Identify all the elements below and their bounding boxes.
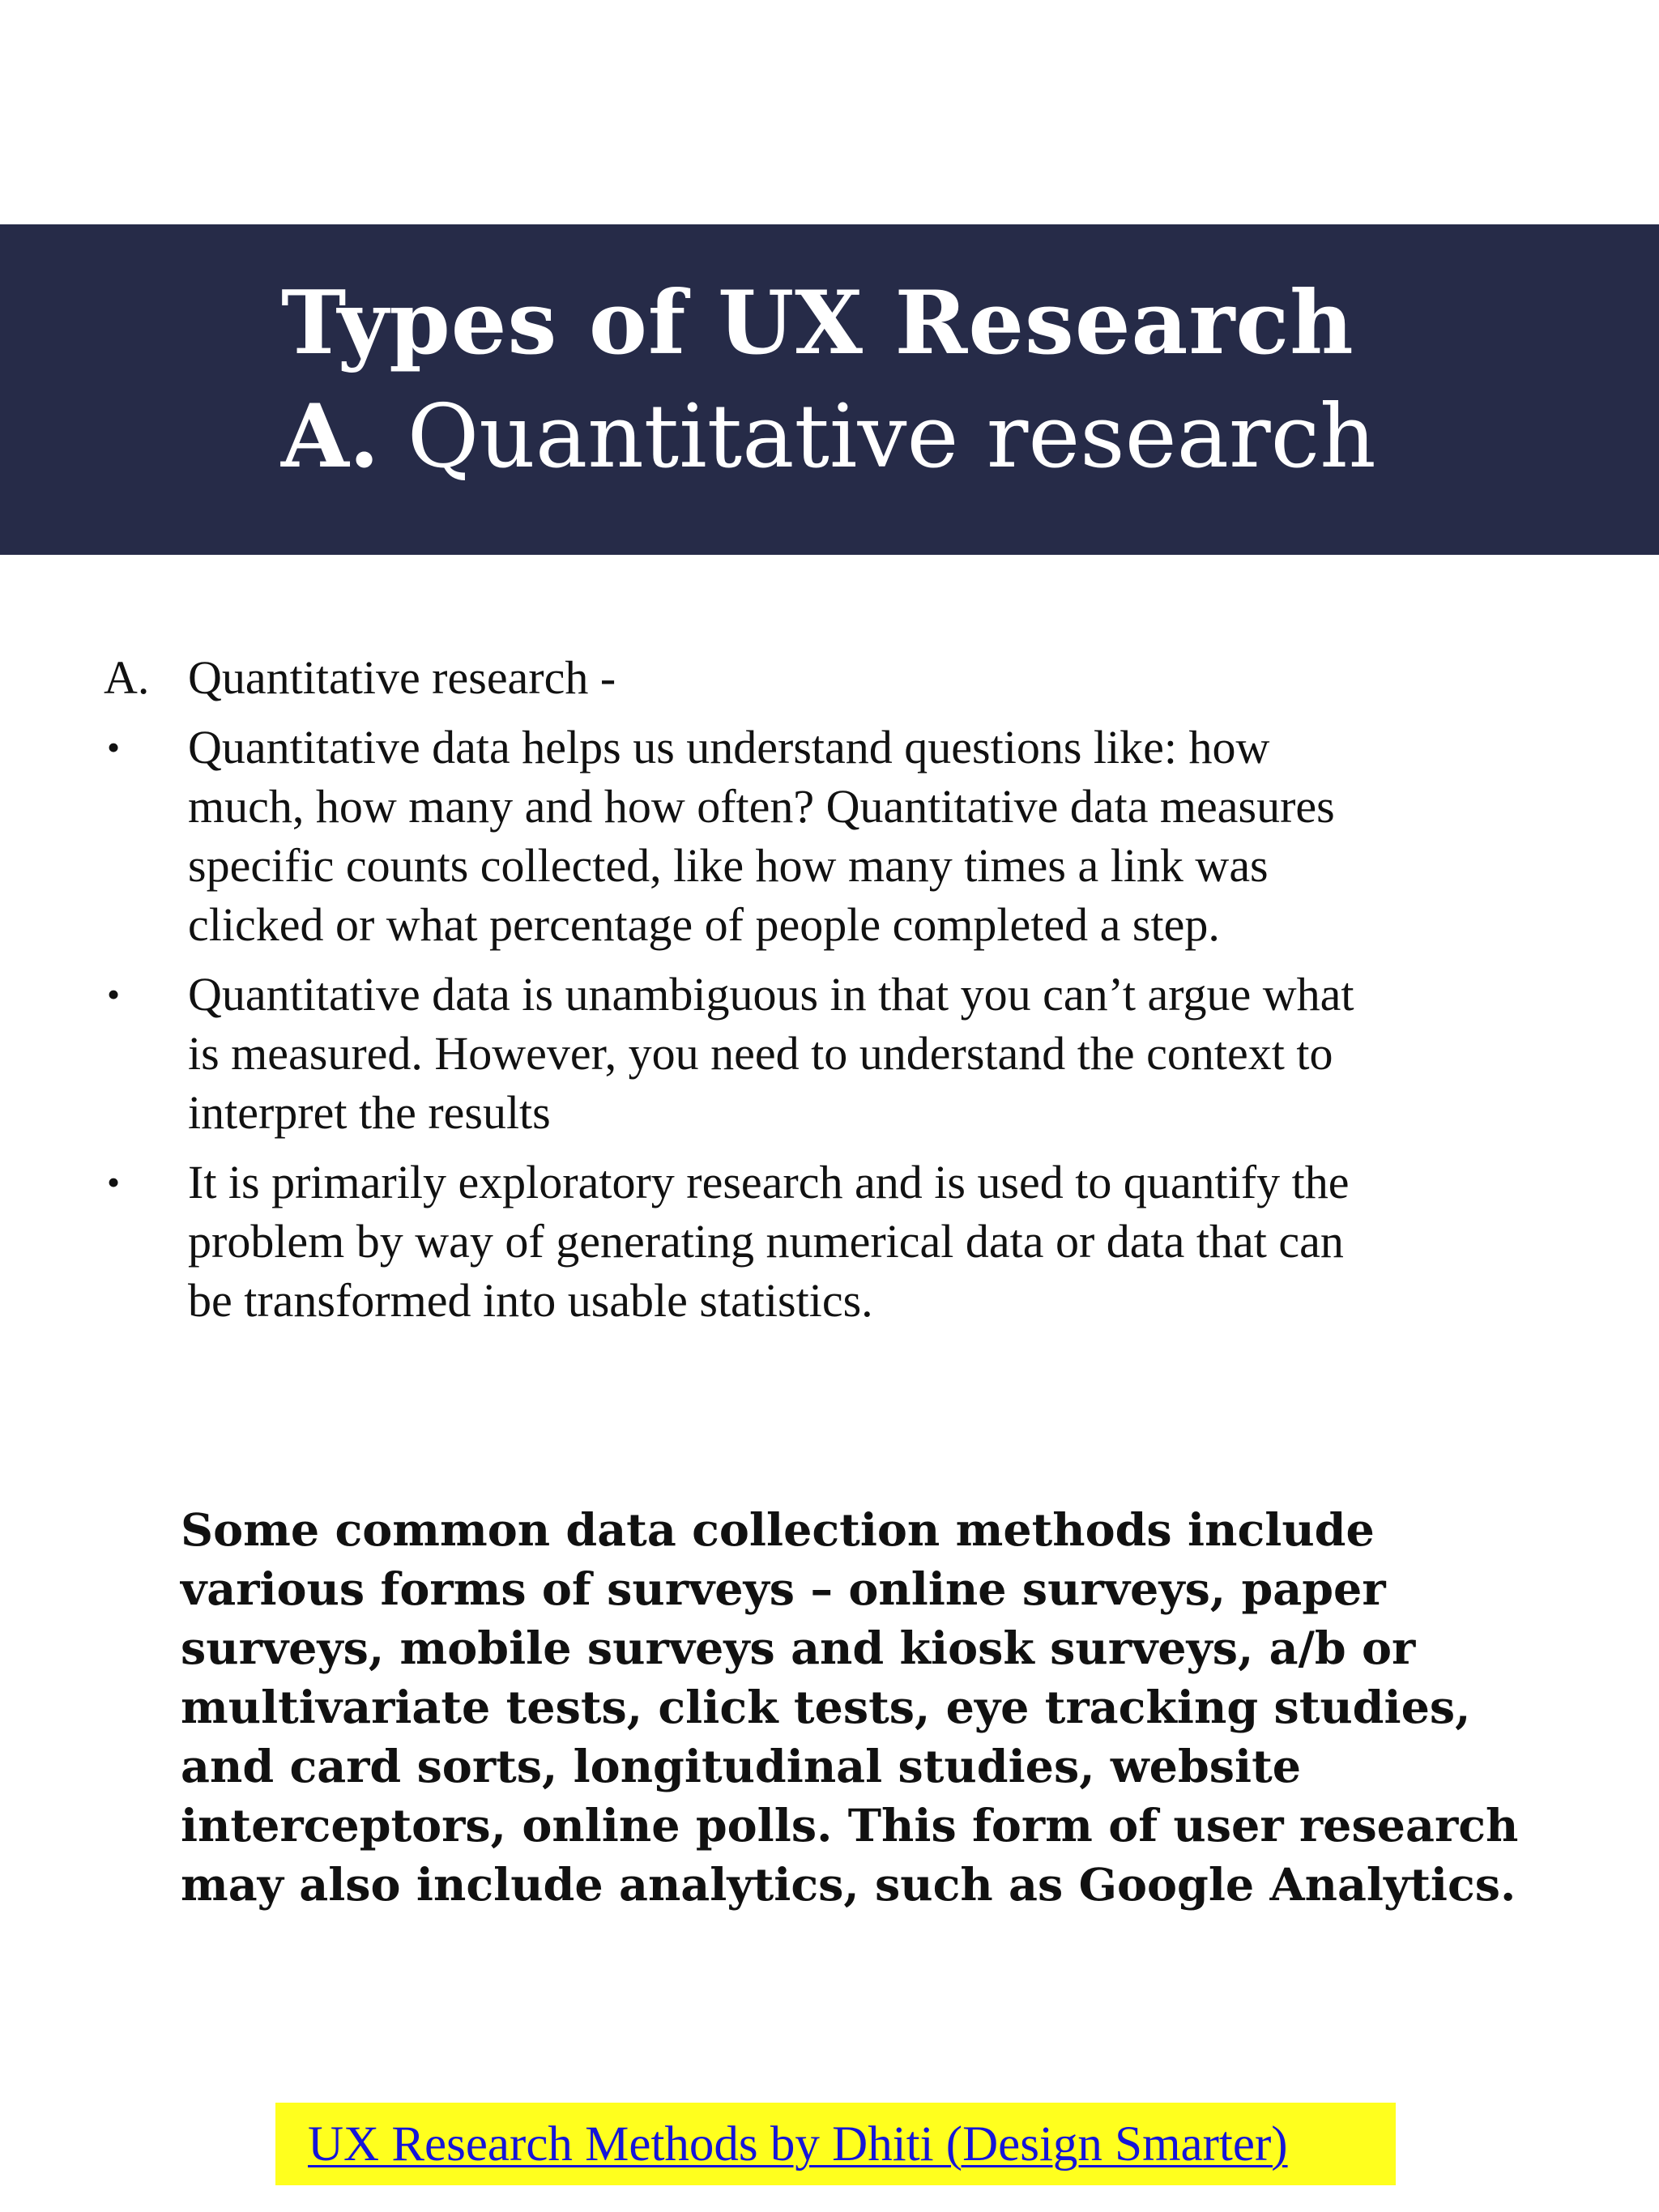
- section-marker: A.: [104, 651, 150, 704]
- subtitle-text: Quantitative research: [407, 386, 1376, 488]
- bullet-line: specific counts collected, like how many times a link was: [188, 839, 1269, 892]
- bullet-item: [104, 1153, 1562, 1330]
- methods-line: various forms of surveys – online surveys, paper: [181, 1563, 1386, 1616]
- page-subtitle: [281, 385, 1376, 490]
- section-heading-text: Quantitative research -: [188, 651, 616, 704]
- page-title: Types of UX Research: [281, 272, 1354, 374]
- methods-line: and card sorts, longitudinal studies, website: [181, 1741, 1302, 1793]
- source-link[interactable]: UX Research Methods by Dhiti (Design Smarter): [308, 2117, 1288, 2172]
- bullet-line: interpret the results: [188, 1086, 551, 1139]
- methods-paragraph: [181, 1501, 1574, 1915]
- section-heading: [104, 648, 1562, 707]
- methods-line: multivariate tests, click tests, eye tracking studies,: [181, 1681, 1471, 1734]
- methods-line: may also include analytics, such as Google Analytics.: [181, 1859, 1516, 1912]
- bullet-line: Quantitative data helps us understand questions like: how: [188, 721, 1270, 774]
- methods-line: Some common data collection methods include: [181, 1504, 1375, 1557]
- bullet-item: [104, 965, 1562, 1142]
- bullet-line: problem by way of generating numerical data or data that can: [188, 1215, 1344, 1268]
- methods-line: surveys, mobile surveys and kiosk surveys, a/b or: [181, 1622, 1416, 1675]
- title-banner: [0, 224, 1659, 555]
- methods-line: interceptors, online polls. This form of user research: [181, 1800, 1519, 1852]
- footer-highlight: [275, 2103, 1396, 2185]
- bullet-line: is measured. However, you need to understand the context to: [188, 1027, 1333, 1080]
- bullet-item: [104, 718, 1562, 954]
- bullet-line: Quantitative data is unambiguous in that you can’t argue what: [188, 968, 1354, 1021]
- bullet-marker: •: [107, 1161, 121, 1203]
- points-list: [104, 648, 1562, 1340]
- bullet-line: It is primarily exploratory research and is used to quantify the: [188, 1156, 1350, 1208]
- bullet-line: be transformed into usable statistics.: [188, 1274, 873, 1327]
- subtitle-prefix: A.: [281, 386, 380, 488]
- bullet-marker: •: [107, 974, 121, 1015]
- bullet-line: much, how many and how often? Quantitative data measures: [188, 780, 1335, 833]
- bullet-line: clicked or what percentage of people completed a step.: [188, 898, 1220, 951]
- bullet-marker: •: [107, 727, 121, 768]
